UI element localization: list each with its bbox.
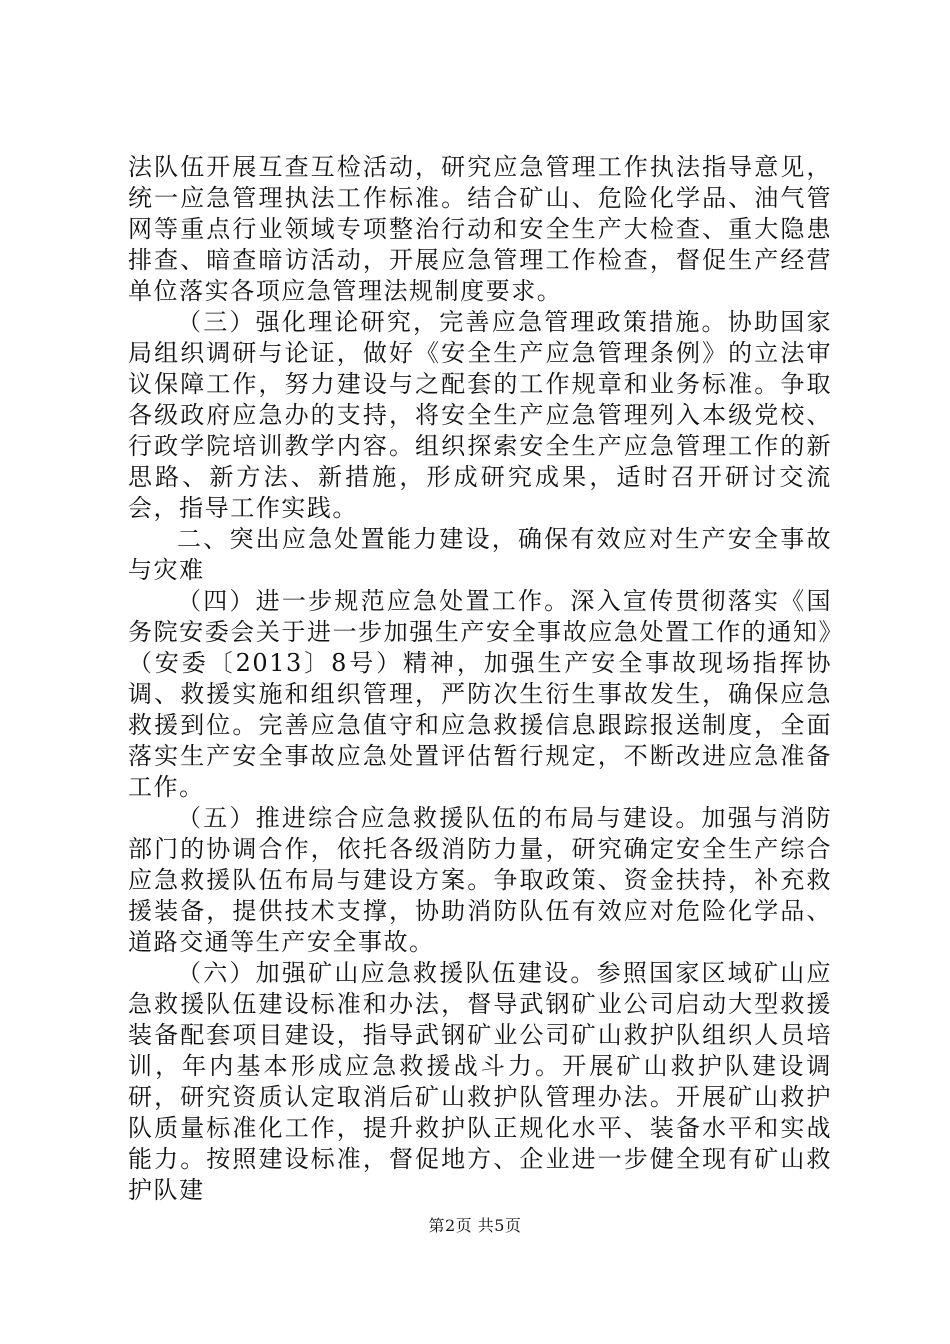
paragraph-continuation: 法队伍开展互查互检活动，研究应急管理工作执法指导意见，统一应急管理执法工作标准。结合矿山、危险化学品、油气管网等重点行业领域专项整治行动和安全生产大检查、重大隐患排查、暗查暗访活动，开展应急管理工作检查，督促生产经营单位落实各项应急管理法规制度要求。 (128, 153, 832, 305)
paragraph-heading-2: 二、突出应急处置能力建设，确保有效应对生产安全事故与灾难 (128, 525, 832, 584)
document-body (128, 152, 832, 1206)
paragraph-section-6: （六）加强矿山应急救援队伍建设。参照国家区域矿山应急救援队伍建设标准和办法，督导武钢矿业公司启动大型救援装备配套项目建设，指导武钢矿业公司矿山救护队组织人员培训，年内基本形成应急救援战斗力。开展矿山救护队建设调研，研究资质认定取消后矿山救护队管理办法。开展矿山救护队质量标准化工作，提升救护队正规化水平、装备水平和实战能力。按照建设标准，督促地方、企业进一步健全现有矿山救护队建 (128, 959, 832, 1204)
paragraph-section-5: （五）推进综合应急救援队伍的布局与建设。加强与消防部门的协调合作，依托各级消防力量，研究确定安全生产综合应急救援队伍布局与建设方案。争取政策、资金扶持，补充救援装备，提供技术支撑，协助消防队伍有效应对危险化学品、道路交通等生产安全事故。 (128, 804, 832, 956)
page-footer: 第2页 共5页 (428, 1216, 522, 1235)
paragraph-section-3: （三）强化理论研究，完善应急管理政策措施。协助国家局组织调研与论证，做好《安全生产应急管理条例》的立法审议保障工作，努力建设与之配套的工作规章和业务标准。争取各级政府应急办的支持，将安全生产应急管理列入本级党校、行政学院培训教学内容。组织探索安全生产应急管理工作的新思路、新方法、新措施，形成研究成果，适时召开研讨交流会，指导工作实践。 (128, 308, 832, 522)
paragraph-section-4: （四）进一步规范应急处置工作。深入宣传贯彻落实《国务院安委会关于进一步加强生产安全事故应急处置工作的通知》（安委〔2013〕8号）精神，加强生产安全事故现场指挥协调、救援实施和组织管理，严防次生衍生事故发生，确保应急救援到位。完善应急值守和应急救援信息跟踪报送制度，全面落实生产安全事故应急处置评估暂行规定，不断改进应急准备工作。 (128, 587, 832, 801)
